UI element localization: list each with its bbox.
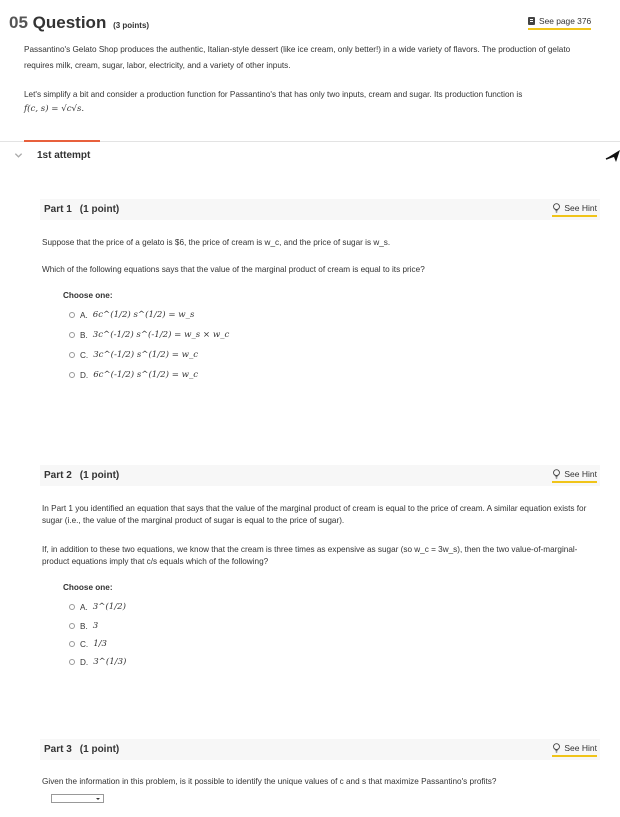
- part2-option-d[interactable]: [69, 655, 126, 669]
- lightbulb-icon: [552, 743, 561, 753]
- option-letter: C.: [80, 350, 89, 360]
- question-number: 05: [9, 13, 28, 32]
- question-intro: Passantino's Gelato Shop produces the authentic, Italian-style dessert (like ice cream, only better!) in a wide variety of flavors. The production of gelato requires milk, cream, sugar, labor, electricity, and a variety of other inputs.: [24, 45, 571, 70]
- option-letter: C.: [80, 639, 89, 649]
- part1-header: [40, 199, 600, 220]
- chevron-down-icon: [14, 151, 23, 160]
- part3-hint-button[interactable]: [552, 743, 597, 757]
- part1-hint-button[interactable]: [552, 203, 597, 217]
- part2-title-text: Part 2: [44, 470, 72, 481]
- radio-button[interactable]: [69, 332, 75, 338]
- part3-title-text: Part 3: [44, 744, 72, 755]
- part1-option-a[interactable]: [69, 308, 194, 322]
- part3-header: [40, 739, 600, 760]
- part2-option-a[interactable]: [69, 600, 126, 614]
- radio-button[interactable]: [69, 372, 75, 378]
- part1-text-2: Which of the following equations says that the value of the marginal product of cream is equal to its price?: [42, 265, 425, 274]
- radio-button[interactable]: [69, 623, 75, 629]
- question-intro-2: [24, 88, 599, 116]
- cursor-arrow-icon: [604, 146, 620, 164]
- part2-header: [40, 465, 600, 486]
- part2-points: (1 point): [79, 470, 120, 481]
- part2-text-1: In Part 1 you identified an equation that says that the value of the marginal product of cream is equal to the price of cream. A similar equation exists for sugar (i.e., the value of the marginal product of sugar is equal to the price of sugar).: [42, 504, 587, 525]
- question-title: [9, 13, 149, 33]
- option-letter: D.: [80, 657, 89, 667]
- book-icon: [528, 17, 535, 25]
- option-expression: 3^(1/2): [92, 602, 126, 612]
- part3-title: [44, 744, 119, 755]
- option-expression: 3^(1/3): [93, 657, 127, 667]
- radio-button[interactable]: [69, 352, 75, 358]
- part2-title: [44, 470, 119, 481]
- option-expression: 3c^(-1/2) s^(1/2) = w_c: [93, 350, 199, 360]
- option-letter: B.: [80, 330, 88, 340]
- option-letter: A.: [80, 602, 88, 612]
- option-expression: 3: [92, 621, 99, 631]
- option-letter: B.: [80, 621, 88, 631]
- part1-option-c[interactable]: [69, 348, 198, 362]
- radio-button[interactable]: [69, 659, 75, 665]
- attempt-label: 1st attempt: [37, 150, 91, 161]
- part1-title-text: Part 1: [44, 204, 72, 215]
- radio-button[interactable]: [69, 641, 75, 647]
- part2-hint-button[interactable]: [552, 469, 597, 483]
- option-expression: 3c^(-1/2) s^(-1/2) = w_s × w_c: [92, 330, 230, 340]
- part2-option-c[interactable]: [69, 637, 107, 651]
- part3-text-1: Given the information in this problem, is it possible to identify the unique values of c and s that maximize Passantino's profits?: [42, 777, 497, 786]
- part1-hint-label: See Hint: [564, 203, 597, 213]
- attempt-toggle[interactable]: [14, 150, 90, 161]
- part1-title: [44, 204, 119, 215]
- radio-button[interactable]: [69, 604, 75, 610]
- part2-choose-label: Choose one:: [63, 583, 113, 592]
- part2-hint-label: See Hint: [564, 469, 597, 479]
- option-expression: 1/3: [93, 639, 108, 649]
- part1-option-d[interactable]: [69, 368, 198, 382]
- see-page-link[interactable]: [528, 16, 591, 30]
- question-header: [0, 0, 620, 142]
- option-expression: 6c^(-1/2) s^(1/2) = w_c: [93, 370, 199, 380]
- accent-underline: [24, 140, 100, 142]
- part3-hint-label: See Hint: [564, 743, 597, 753]
- part1-points: (1 point): [79, 204, 120, 215]
- part2-option-b[interactable]: [69, 619, 98, 633]
- part2-text-2: If, in addition to these two equations, we know that the cream is three times as expensive as sugar (so w_c = 3w_s), then the two value-of-marginal-product equations imply that c/s equals which of the following?: [42, 545, 578, 566]
- option-letter: D.: [80, 370, 89, 380]
- part1-option-b[interactable]: [69, 328, 229, 342]
- question-title-text: Question: [32, 13, 107, 32]
- lightbulb-icon: [552, 203, 561, 213]
- intro2-text: Let's simplify a bit and consider a production function for Passantino's that has only two inputs, cream and sugar. Its production function is: [24, 90, 523, 99]
- part1-text-1: Suppose that the price of a gelato is $6, the price of cream is w_c, and the price of sugar is w_s.: [42, 238, 391, 247]
- lightbulb-icon: [552, 469, 561, 479]
- part3-answer-dropdown[interactable]: [51, 794, 104, 803]
- question-points: (3 points): [113, 21, 150, 30]
- radio-button[interactable]: [69, 312, 75, 318]
- option-letter: A.: [80, 310, 88, 320]
- production-function: f(c, s) = √c√s.: [24, 104, 85, 114]
- see-page-label: See page 376: [539, 16, 592, 26]
- part3-points: (1 point): [79, 744, 120, 755]
- part1-choose-label: Choose one:: [63, 291, 113, 300]
- option-expression: 6c^(1/2) s^(1/2) = w_s: [92, 310, 195, 320]
